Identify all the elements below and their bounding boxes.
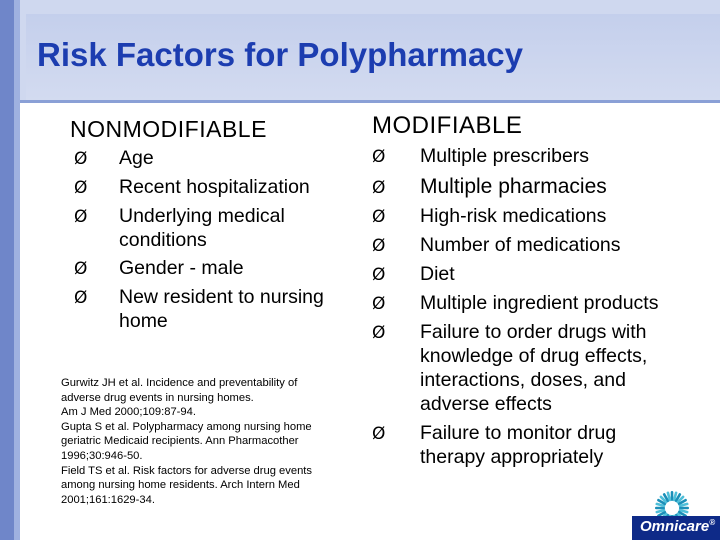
list-item-line: Number of medications	[420, 234, 621, 256]
reference-line: 2001;161:1629-34.	[61, 493, 155, 506]
list-item	[420, 144, 589, 168]
bullet-arrow-icon: Ø	[372, 207, 386, 227]
list-item-line: Multiple ingredient products	[420, 292, 659, 314]
bullet-arrow-icon: Ø	[372, 323, 386, 343]
reference-line: adverse drug events in nursing homes.	[61, 391, 254, 404]
reference-line: among nursing home residents. Arch Intern Med	[61, 479, 300, 492]
reference-line: Field TS et al. Risk factors for adverse drug events	[61, 464, 312, 477]
list-item-line: Underlying medical	[119, 205, 285, 227]
list-item-line: home	[119, 310, 168, 332]
list-item	[420, 204, 606, 228]
list-item-line: Recent hospitalization	[119, 176, 310, 198]
bullet-arrow-icon: Ø	[372, 236, 386, 256]
reference-line: geriatric Medicaid recipients. Ann Pharmacother	[61, 435, 299, 448]
list-item	[119, 256, 244, 280]
list-item	[420, 262, 455, 286]
logo-ray	[671, 491, 674, 501]
bullet-arrow-icon: Ø	[74, 288, 88, 308]
bullet-arrow-icon: Ø	[372, 294, 386, 314]
list-item-line: Failure to order drugs with	[420, 321, 647, 343]
bullet-arrow-icon: Ø	[372, 178, 386, 198]
list-item-line: High-risk medications	[420, 205, 607, 227]
list-item-line: Multiple prescribers	[420, 145, 590, 167]
list-item-line: conditions	[119, 229, 207, 251]
reference-line: Am J Med 2000;109:87-94.	[61, 406, 196, 419]
list-item-line: Multiple pharmacies	[420, 175, 607, 198]
list-item	[119, 204, 285, 252]
nonmodifiable-heading: NONMODIFIABLE	[70, 116, 267, 142]
list-item-line: Age	[119, 147, 154, 169]
list-item-line: Diet	[420, 263, 455, 285]
list-item-line: New resident to nursing	[119, 286, 324, 308]
list-item	[420, 175, 607, 199]
modifiable-heading: MODIFIABLE	[372, 112, 523, 139]
list-item	[420, 320, 647, 416]
list-item	[420, 421, 616, 469]
list-item-line: interactions, doses, and	[420, 369, 626, 391]
bullet-arrow-icon: Ø	[74, 259, 88, 279]
reference-line: Gupta S et al. Polypharmacy among nursing home	[61, 420, 312, 433]
title-divider	[20, 100, 720, 103]
bullet-arrow-icon: Ø	[74, 149, 88, 169]
list-item-line: therapy appropriately	[420, 446, 604, 468]
slide-title: Risk Factors for Polypharmacy	[37, 36, 524, 73]
bullet-arrow-icon: Ø	[372, 424, 386, 444]
reference-line: 1996;30:946-50.	[61, 449, 143, 462]
list-item	[119, 285, 324, 333]
logo-wordmark: Omnicare®	[640, 518, 716, 535]
list-item	[119, 175, 310, 199]
logo-ray	[655, 507, 665, 510]
list-item-line: adverse effects	[420, 393, 552, 415]
references-block	[61, 376, 351, 507]
logo-ray	[679, 507, 689, 510]
bullet-arrow-icon: Ø	[74, 178, 88, 198]
left-decor-stripe	[0, 0, 14, 540]
list-item	[420, 291, 658, 315]
list-item	[420, 233, 621, 257]
bullet-arrow-icon: Ø	[74, 207, 88, 227]
list-item-line: knowledge of drug effects,	[420, 345, 648, 367]
bullet-arrow-icon: Ø	[372, 265, 386, 285]
reference-line: Gurwitz JH et al. Incidence and preventability of	[61, 377, 298, 389]
bullet-arrow-icon: Ø	[372, 147, 386, 167]
list-item-line: Failure to monitor drug	[420, 422, 617, 444]
list-item-line: Gender - male	[119, 257, 244, 279]
list-item	[119, 146, 154, 170]
